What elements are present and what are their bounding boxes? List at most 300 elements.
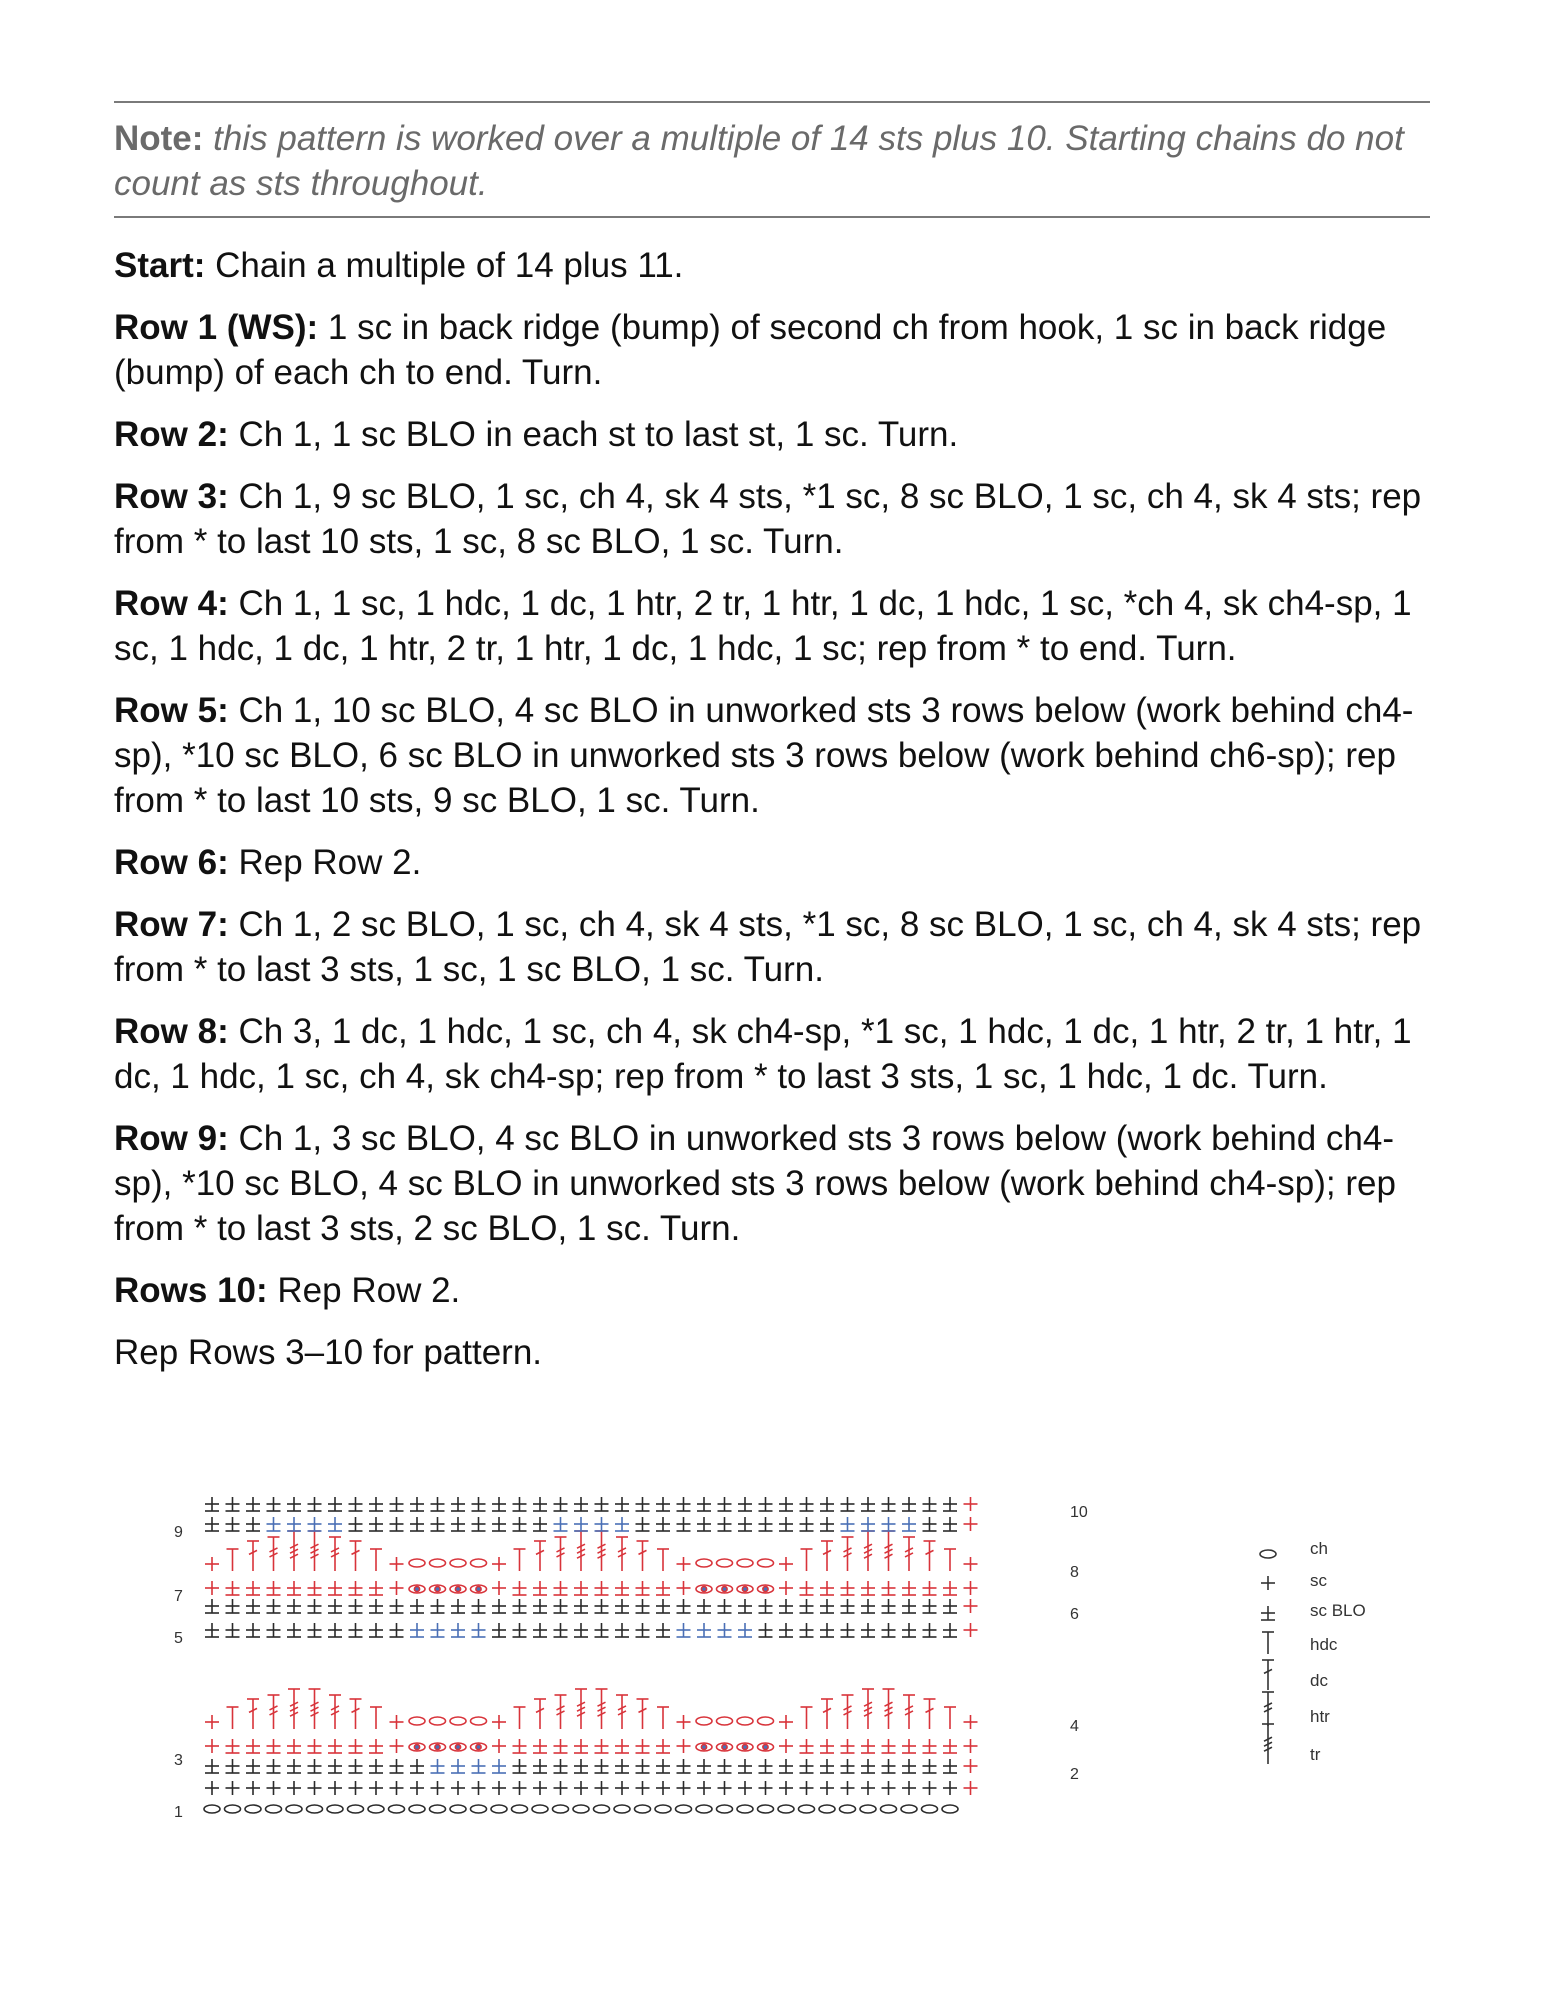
chart-stitch bbox=[924, 1699, 936, 1729]
instruction-start: Start: Chain a multiple of 14 plus 11. bbox=[114, 246, 684, 285]
chart-stitch bbox=[737, 1559, 753, 1567]
chart-stitch bbox=[287, 1497, 301, 1511]
chart-stitch bbox=[205, 1557, 219, 1571]
chart-stitch bbox=[635, 1805, 651, 1813]
chart-row-number-left: 3 bbox=[174, 1752, 183, 1769]
chart-stitch bbox=[555, 1537, 567, 1571]
chart-stitch bbox=[450, 1585, 466, 1593]
instruction-row-5: Row 5: Ch 1, 10 sc BLO, 4 sc BLO in unworked sts 3 rows below (work behind ch4-sp), *10 sc BLO, 6 sc BLO in unworked sts 3 rows below (work behind ch6-sp); rep from * to last 10 sts, 9 sc BLO, 1 sc. Turn. bbox=[114, 691, 1414, 820]
chart-stitch bbox=[656, 1781, 670, 1795]
chart-stitch bbox=[737, 1805, 753, 1813]
chart-stitch bbox=[492, 1581, 506, 1595]
chart-stitch bbox=[287, 1599, 301, 1613]
chart-stitch bbox=[390, 1599, 404, 1613]
chart-turning-stitch bbox=[964, 1497, 978, 1511]
chart-stitch bbox=[268, 1537, 280, 1571]
chart-stitch bbox=[205, 1759, 219, 1773]
chart-stitch bbox=[758, 1743, 774, 1751]
chart-stitch bbox=[923, 1599, 937, 1613]
chart-stitch bbox=[226, 1623, 240, 1637]
chart-stitch bbox=[492, 1599, 506, 1613]
chart-stitch bbox=[574, 1623, 588, 1637]
chart-stitch bbox=[288, 1531, 300, 1571]
chart-stitch bbox=[902, 1759, 916, 1773]
chart-stitch bbox=[267, 1759, 281, 1773]
chart-stitch bbox=[369, 1599, 383, 1613]
legend-item-hdc bbox=[1262, 1632, 1338, 1654]
chart-stitch bbox=[759, 1599, 773, 1613]
chart-turning-stitch bbox=[964, 1599, 978, 1613]
note-bottom-rule bbox=[114, 216, 1430, 218]
chart-stitch bbox=[882, 1739, 896, 1753]
chart-stitch bbox=[287, 1759, 301, 1773]
legend-label: hdc bbox=[1310, 1635, 1338, 1654]
instruction-row-1: Row 1 (WS): 1 sc in back ridge (bump) of second ch from hook, 1 sc in back ridge (bump) of each ch to end. Turn. bbox=[114, 308, 1387, 392]
chart-stitch bbox=[923, 1739, 937, 1753]
chart-stitch bbox=[492, 1517, 506, 1531]
chart-stitch bbox=[370, 1549, 382, 1571]
instruction-row-8: Row 8: Ch 3, 1 dc, 1 hdc, 1 sc, ch 4, sk ch4-sp, *1 sc, 1 hdc, 1 dc, 1 htr, 2 tr, 1 htr, 1 dc, 1 hdc, 1 sc, ch 4, sk ch4-sp; rep from * to last 3 sts, 1 sc, 1 hdc, 1 dc. Turn. bbox=[114, 1012, 1412, 1096]
chart-stitch bbox=[430, 1805, 446, 1813]
chart-row-number-right: 2 bbox=[1070, 1766, 1079, 1783]
chart-stitch bbox=[657, 1707, 669, 1729]
chart-stitch bbox=[696, 1559, 712, 1567]
chart-stitch bbox=[533, 1759, 547, 1773]
chart-stitch bbox=[656, 1623, 670, 1637]
chart-stitch bbox=[676, 1805, 692, 1813]
chart-stitch bbox=[799, 1805, 815, 1813]
chart-stitch bbox=[328, 1759, 342, 1773]
chart-stitch bbox=[862, 1531, 874, 1571]
sc-symbol-icon bbox=[1261, 1576, 1275, 1590]
chart-stitch bbox=[308, 1623, 322, 1637]
chart-stitch bbox=[902, 1623, 916, 1637]
chart-stitch bbox=[225, 1805, 241, 1813]
chart-stitch bbox=[349, 1781, 363, 1795]
chart-stitch bbox=[369, 1517, 383, 1531]
chart-stitch bbox=[943, 1497, 957, 1511]
chart-stitch bbox=[882, 1781, 896, 1795]
chart-stitch bbox=[472, 1497, 486, 1511]
chart-stitch bbox=[204, 1805, 220, 1813]
chart-stitch bbox=[758, 1585, 774, 1593]
chart-stitch bbox=[943, 1759, 957, 1773]
chart-stitch bbox=[327, 1805, 343, 1813]
chart-stitch bbox=[491, 1805, 507, 1813]
chart-stitch bbox=[409, 1585, 425, 1593]
chart-stitch bbox=[779, 1517, 793, 1531]
chart-stitch bbox=[492, 1759, 506, 1773]
chart-stitch bbox=[656, 1581, 670, 1595]
chart-stitch bbox=[246, 1623, 260, 1637]
chart-stitch bbox=[655, 1805, 671, 1813]
chart-stitch bbox=[205, 1599, 219, 1613]
chart-stitch bbox=[430, 1717, 446, 1725]
chart-stitch bbox=[287, 1623, 301, 1637]
chart-stitch bbox=[226, 1739, 240, 1753]
chart-stitch bbox=[943, 1517, 957, 1531]
instruction-row-7: Row 7: Ch 1, 2 sc BLO, 1 sc, ch 4, sk 4 sts, *1 sc, 8 sc BLO, 1 sc, ch 4, sk 4 sts; rep from * to last 3 sts, 1 sc, 1 sc BLO, 1 sc. Turn. bbox=[114, 905, 1422, 989]
chart-stitch bbox=[697, 1759, 711, 1773]
chart-stitch bbox=[903, 1695, 915, 1729]
chart-stitch bbox=[841, 1599, 855, 1613]
chart-stitch bbox=[267, 1517, 281, 1531]
chart-stitch bbox=[943, 1581, 957, 1595]
chart-stitch bbox=[471, 1585, 487, 1593]
chart-stitch bbox=[514, 1549, 526, 1571]
chart-stitch bbox=[492, 1557, 506, 1571]
chart-stitch bbox=[430, 1559, 446, 1567]
chart-stitch bbox=[718, 1497, 732, 1511]
chart-stitch bbox=[512, 1805, 528, 1813]
chart-stitch bbox=[616, 1695, 628, 1729]
chart-stitch bbox=[800, 1739, 814, 1753]
chart-stitch bbox=[717, 1717, 733, 1725]
ch-symbol-icon bbox=[1260, 1550, 1276, 1558]
chart-stitch bbox=[533, 1623, 547, 1637]
tr-symbol-icon bbox=[1262, 1724, 1274, 1764]
chart-stitch bbox=[595, 1623, 609, 1637]
chart-stitch bbox=[779, 1581, 793, 1595]
chart-stitch bbox=[308, 1759, 322, 1773]
chart-stitch bbox=[942, 1805, 958, 1813]
chart-stitch bbox=[513, 1759, 527, 1773]
chart-stitch bbox=[205, 1715, 219, 1729]
chart-stitch bbox=[308, 1599, 322, 1613]
chart-stitch bbox=[595, 1599, 609, 1613]
chart-stitch bbox=[349, 1581, 363, 1595]
chart-stitch bbox=[717, 1805, 733, 1813]
chart-stitch bbox=[328, 1781, 342, 1795]
chart-stitch bbox=[902, 1781, 916, 1795]
chart-stitch bbox=[246, 1599, 260, 1613]
chart-stitch bbox=[615, 1497, 629, 1511]
instruction-row-2: Row 2: Ch 1, 1 sc BLO in each st to last st, 1 sc. Turn. bbox=[114, 415, 959, 454]
chart-stitch bbox=[554, 1759, 568, 1773]
chart-stitch bbox=[553, 1805, 569, 1813]
chart-stitch bbox=[533, 1781, 547, 1795]
chart-stitch bbox=[227, 1707, 239, 1729]
chart-stitch bbox=[286, 1805, 302, 1813]
chart-stitch bbox=[329, 1695, 341, 1729]
chart-stitch bbox=[677, 1517, 691, 1531]
chart-stitch bbox=[554, 1739, 568, 1753]
chart-turning-stitch bbox=[964, 1581, 978, 1595]
chart-stitch bbox=[841, 1623, 855, 1637]
chart-stitch bbox=[410, 1517, 424, 1531]
chart-stitch bbox=[718, 1517, 732, 1531]
chart-stitch bbox=[513, 1623, 527, 1637]
chart-stitch bbox=[451, 1759, 465, 1773]
chart-stitch bbox=[737, 1585, 753, 1593]
chart-stitch bbox=[574, 1497, 588, 1511]
sc-blo-symbol-icon bbox=[1261, 1606, 1275, 1620]
chart-row-number-left: 7 bbox=[174, 1588, 183, 1605]
chart-stitch bbox=[390, 1623, 404, 1637]
chart-stitch bbox=[697, 1497, 711, 1511]
chart-stitch bbox=[595, 1517, 609, 1531]
chart-stitch bbox=[882, 1581, 896, 1595]
chart-stitch bbox=[266, 1805, 282, 1813]
chart-stitch bbox=[903, 1537, 915, 1571]
chart-stitch bbox=[882, 1759, 896, 1773]
chart-stitch bbox=[779, 1557, 793, 1571]
chart-stitch bbox=[737, 1743, 753, 1751]
chart-stitch bbox=[820, 1759, 834, 1773]
chart-stitch bbox=[390, 1759, 404, 1773]
chart-stitch bbox=[697, 1517, 711, 1531]
chart-stitch bbox=[820, 1581, 834, 1595]
chart-stitch bbox=[882, 1497, 896, 1511]
chart-stitch bbox=[697, 1599, 711, 1613]
chart-stitch bbox=[309, 1531, 321, 1571]
chart-stitch bbox=[554, 1599, 568, 1613]
chart-stitch bbox=[410, 1759, 424, 1773]
chart-stitch bbox=[390, 1517, 404, 1531]
instruction-row-4: Row 4: Ch 1, 1 sc, 1 hdc, 1 dc, 1 htr, 2 tr, 1 htr, 1 dc, 1 hdc, 1 sc, *ch 4, sk ch4-sp, 1 sc, 1 hdc, 1 dc, 1 htr, 2 tr, 1 htr, 1 dc, 1 hdc, 1 sc; rep from * to end. Turn. bbox=[114, 584, 1412, 668]
chart-stitch bbox=[533, 1497, 547, 1511]
chart-stitch bbox=[901, 1805, 917, 1813]
chart-stitch bbox=[861, 1759, 875, 1773]
chart-stitch bbox=[861, 1739, 875, 1753]
chart-stitch bbox=[350, 1699, 362, 1729]
chart-stitch bbox=[205, 1781, 219, 1795]
chart-stitch bbox=[247, 1541, 259, 1571]
chart-stitch bbox=[513, 1739, 527, 1753]
chart-stitch bbox=[758, 1559, 774, 1567]
chart-stitch bbox=[615, 1759, 629, 1773]
chart-stitch bbox=[944, 1707, 956, 1729]
chart-stitch bbox=[820, 1623, 834, 1637]
chart-row-number-left: 9 bbox=[174, 1524, 183, 1541]
chart-stitch bbox=[349, 1759, 363, 1773]
stitch-chart bbox=[170, 1495, 1110, 1825]
chart-stitch bbox=[267, 1581, 281, 1595]
chart-stitch bbox=[841, 1497, 855, 1511]
chart-stitch bbox=[554, 1623, 568, 1637]
chart-stitch bbox=[718, 1623, 732, 1637]
chart-stitch bbox=[410, 1497, 424, 1511]
chart-stitch bbox=[390, 1781, 404, 1795]
chart-row-number-right: 6 bbox=[1070, 1606, 1079, 1623]
chart-stitch bbox=[472, 1781, 486, 1795]
chart-stitch bbox=[492, 1739, 506, 1753]
legend-label: sc BLO bbox=[1310, 1601, 1366, 1620]
chart-stitch bbox=[246, 1497, 260, 1511]
chart-stitch bbox=[574, 1599, 588, 1613]
chart-stitch bbox=[450, 1717, 466, 1725]
chart-stitch bbox=[842, 1695, 854, 1729]
chart-stitch bbox=[738, 1623, 752, 1637]
chart-stitch bbox=[226, 1781, 240, 1795]
chart-stitch bbox=[696, 1717, 712, 1725]
chart-turning-stitch bbox=[964, 1557, 978, 1571]
chart-stitch bbox=[923, 1517, 937, 1531]
chart-stitch bbox=[677, 1599, 691, 1613]
chart-stitch bbox=[267, 1599, 281, 1613]
chart-stitch bbox=[820, 1517, 834, 1531]
chart-stitch bbox=[513, 1517, 527, 1531]
chart-stitch bbox=[267, 1623, 281, 1637]
chart-stitch bbox=[574, 1517, 588, 1531]
chart-stitch bbox=[779, 1623, 793, 1637]
chart-stitch bbox=[450, 1559, 466, 1567]
chart-stitch bbox=[309, 1689, 321, 1729]
chart-stitch bbox=[800, 1623, 814, 1637]
chart-stitch bbox=[328, 1497, 342, 1511]
chart-row-number-right: 10 bbox=[1070, 1504, 1088, 1521]
chart-stitch bbox=[226, 1759, 240, 1773]
chart-stitch bbox=[841, 1759, 855, 1773]
chart-stitch bbox=[472, 1517, 486, 1531]
chart-stitch bbox=[410, 1623, 424, 1637]
chart-stitch bbox=[492, 1715, 506, 1729]
instruction-row-9: Row 9: Ch 1, 3 sc BLO, 4 sc BLO in unworked sts 3 rows below (work behind ch4-sp), *10 sc BLO, 4 sc BLO in unworked sts 3 rows below (work behind ch4-sp); rep from * to last 3 sts, 2 sc BLO, 1 sc. Turn. bbox=[114, 1119, 1396, 1248]
chart-stitch bbox=[737, 1717, 753, 1725]
chart-stitch bbox=[800, 1759, 814, 1773]
chart-stitch bbox=[409, 1559, 425, 1567]
chart-stitch bbox=[615, 1781, 629, 1795]
chart-stitch bbox=[534, 1699, 546, 1729]
chart-stitch bbox=[534, 1541, 546, 1571]
chart-turning-stitch bbox=[964, 1759, 978, 1773]
chart-stitch bbox=[738, 1599, 752, 1613]
chart-stitch bbox=[246, 1739, 260, 1753]
chart-stitch bbox=[267, 1497, 281, 1511]
chart-stitch bbox=[471, 1805, 487, 1813]
legend-label: sc bbox=[1310, 1571, 1327, 1590]
chart-stitch bbox=[943, 1739, 957, 1753]
chart-stitch bbox=[820, 1599, 834, 1613]
chart-stitch bbox=[575, 1531, 587, 1571]
chart-stitch bbox=[758, 1717, 774, 1725]
legend-label: dc bbox=[1310, 1671, 1328, 1690]
chart-stitch bbox=[308, 1739, 322, 1753]
chart-stitch bbox=[287, 1581, 301, 1595]
chart-stitch bbox=[390, 1581, 404, 1595]
chart-stitch bbox=[636, 1497, 650, 1511]
chart-stitch bbox=[267, 1781, 281, 1795]
chart-stitch bbox=[555, 1695, 567, 1729]
chart-stitch bbox=[717, 1585, 733, 1593]
chart-stitch bbox=[758, 1805, 774, 1813]
chart-stitch bbox=[902, 1581, 916, 1595]
chart-stitch bbox=[328, 1623, 342, 1637]
instruction-row-10: Rows 10: Rep Row 2. bbox=[114, 1271, 461, 1310]
chart-stitch bbox=[860, 1805, 876, 1813]
chart-stitch bbox=[350, 1541, 362, 1571]
chart-stitch bbox=[696, 1805, 712, 1813]
chart-stitch bbox=[595, 1739, 609, 1753]
chart-stitch bbox=[431, 1497, 445, 1511]
chart-stitch bbox=[369, 1781, 383, 1795]
chart-stitch bbox=[554, 1497, 568, 1511]
chart-stitch bbox=[882, 1599, 896, 1613]
chart-stitch bbox=[472, 1759, 486, 1773]
dc-symbol-icon bbox=[1262, 1660, 1274, 1690]
chart-stitch bbox=[800, 1497, 814, 1511]
chart-stitch bbox=[738, 1497, 752, 1511]
chart-stitch bbox=[246, 1517, 260, 1531]
chart-stitch bbox=[451, 1623, 465, 1637]
chart-stitch bbox=[596, 1689, 608, 1729]
chart-stitch bbox=[349, 1599, 363, 1613]
chart-stitch bbox=[943, 1781, 957, 1795]
chart-stitch bbox=[861, 1581, 875, 1595]
chart-stitch bbox=[471, 1743, 487, 1751]
chart-stitch bbox=[779, 1781, 793, 1795]
note-label: Note: bbox=[114, 119, 204, 158]
chart-stitch bbox=[738, 1781, 752, 1795]
chart-stitch bbox=[697, 1781, 711, 1795]
chart-stitch bbox=[677, 1759, 691, 1773]
chart-stitch bbox=[637, 1541, 649, 1571]
chart-stitch bbox=[759, 1517, 773, 1531]
legend-label: tr bbox=[1310, 1745, 1321, 1764]
chart-stitch bbox=[513, 1581, 527, 1595]
chart-stitch bbox=[943, 1623, 957, 1637]
chart-stitch bbox=[595, 1581, 609, 1595]
chart-stitch bbox=[779, 1759, 793, 1773]
chart-stitch bbox=[616, 1537, 628, 1571]
chart-stitch bbox=[636, 1759, 650, 1773]
chart-stitch bbox=[205, 1581, 219, 1595]
chart-stitch bbox=[779, 1497, 793, 1511]
pattern-instructions bbox=[114, 243, 1436, 1392]
chart-stitch bbox=[205, 1739, 219, 1753]
chart-stitch bbox=[779, 1715, 793, 1729]
chart-stitch bbox=[677, 1557, 691, 1571]
chart-stitch bbox=[226, 1517, 240, 1531]
chart-stitch bbox=[615, 1623, 629, 1637]
chart-stitch bbox=[267, 1739, 281, 1753]
chart-stitch bbox=[575, 1689, 587, 1729]
chart-stitch bbox=[759, 1497, 773, 1511]
chart-stitch bbox=[861, 1623, 875, 1637]
chart-stitch bbox=[349, 1739, 363, 1753]
chart-row-number-left: 1 bbox=[174, 1804, 183, 1821]
chart-stitch bbox=[718, 1759, 732, 1773]
chart-stitch bbox=[636, 1739, 650, 1753]
chart-stitch bbox=[328, 1599, 342, 1613]
chart-stitch bbox=[308, 1497, 322, 1511]
chart-stitch bbox=[227, 1549, 239, 1571]
legend-item-tr bbox=[1262, 1724, 1321, 1764]
chart-stitch bbox=[369, 1581, 383, 1595]
chart-stitch bbox=[615, 1599, 629, 1613]
chart-stitch bbox=[431, 1759, 445, 1773]
chart-stitch bbox=[636, 1623, 650, 1637]
chart-stitch bbox=[883, 1689, 895, 1729]
chart-stitch bbox=[533, 1599, 547, 1613]
instruction-row-6: Row 6: Rep Row 2. bbox=[114, 843, 422, 882]
chart-stitch bbox=[410, 1781, 424, 1795]
chart-stitch bbox=[696, 1743, 712, 1751]
chart-stitch bbox=[554, 1517, 568, 1531]
chart-stitch bbox=[902, 1497, 916, 1511]
stitch-legend bbox=[1240, 1530, 1380, 1790]
instruction-row-3: Row 3: Ch 1, 9 sc BLO, 1 sc, ch 4, sk 4 sts, *1 sc, 8 sc BLO, 1 sc, ch 4, sk 4 sts; rep from * to last 10 sts, 1 sc, 8 sc BLO, 1 sc. Turn. bbox=[114, 477, 1422, 561]
chart-stitch bbox=[923, 1497, 937, 1511]
chart-stitch bbox=[226, 1497, 240, 1511]
chart-stitch bbox=[410, 1599, 424, 1613]
chart-stitch bbox=[328, 1581, 342, 1595]
chart-stitch bbox=[677, 1581, 691, 1595]
chart-stitch bbox=[390, 1715, 404, 1729]
chart-stitch bbox=[759, 1781, 773, 1795]
legend-item-htr bbox=[1262, 1692, 1330, 1726]
chart-stitch bbox=[431, 1623, 445, 1637]
